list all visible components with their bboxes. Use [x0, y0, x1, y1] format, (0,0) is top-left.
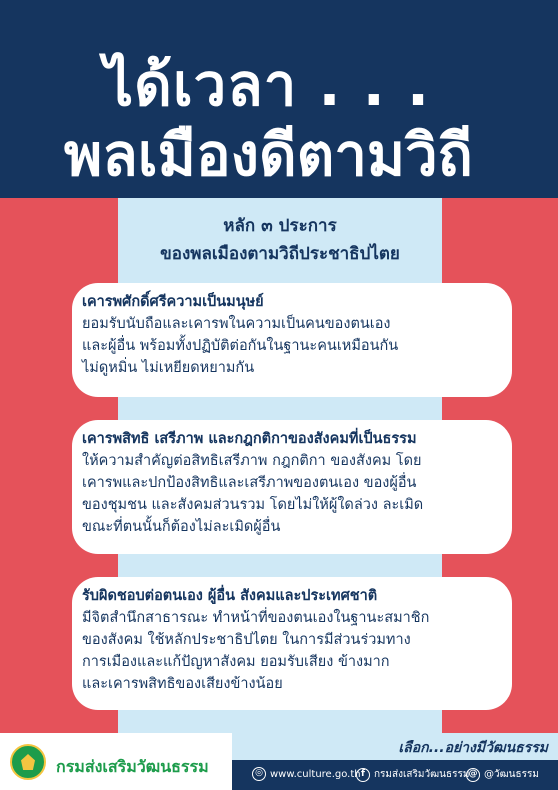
- at-icon: @: [466, 768, 480, 782]
- globe-icon: ◎: [252, 767, 266, 781]
- principle-1-body: ยอมรับนับถือและเคารพในความเป็นคนของตนเอง และผู้อื่น พร้อมทั้งปฏิบัติต่อกันในฐานะคนเหมือนกัน ไม่ดูหมิ่น ไม่เหยียดหยามกัน: [82, 316, 399, 376]
- principle-3-body: มีจิตสำนึกสาธารณะ ทำหน้าที่ของตนเองในฐานะสมาชิก ของสังคม ใช้หลักประชาธิปไตย ในการมีส่วนร่วมทาง การเมืองและแก้ปัญหาสังคม ยอมรับเสียง ข้างมาก และเคารพสิทธิของเสียงข้างน้อย: [82, 610, 430, 692]
- facebook-icon: f: [356, 768, 370, 782]
- title-line-1: ได้เวลา . . .: [104, 51, 431, 119]
- principle-2-heading: เคารพสิทธิ เสรีภาพ และกฎกติกาของสังคมที่เป็นธรรม: [82, 431, 417, 447]
- facebook-link[interactable]: [356, 767, 469, 782]
- website-text: www.culture.go.th: [270, 768, 361, 780]
- subtitle-line-2: ของพลเมืองตามวิถีประชาธิปไตย: [160, 244, 400, 264]
- principle-card-1: [72, 283, 512, 397]
- facebook-text: กรมส่งเสริมวัฒนธรรม: [374, 769, 470, 780]
- principle-2-body: ให้ความสำคัญต่อสิทธิเสรีภาพ กฎกติกา ของสังคม โดย เคารพและปกป้องสิทธิและเสรีภาพของตนเอง ของผู้อื่น ของชุมชน และสังคมส่วนรวม โดยไม่ให้ผู้ใดล่วง ละเมิด ขณะที่ตนนั้นก็ต้องไม่ละเมิดผู้อื่น: [82, 453, 424, 535]
- title-line-2: พลเมืองดีตามวิถี: [64, 121, 473, 189]
- principle-card-3: [72, 577, 512, 710]
- subtitle-line-1: หลัก ๓ ประการ: [223, 216, 337, 236]
- handle-text: @วัฒนธรรม: [484, 769, 539, 780]
- website-link[interactable]: [252, 767, 361, 781]
- org-name: กรมส่งเสริมวัฒนธรรม: [56, 757, 209, 776]
- ministry-seal-icon: [10, 744, 46, 780]
- subtitle: [118, 212, 442, 268]
- principle-card-2: [72, 420, 512, 554]
- slogan: เลือก...อย่างมีวัฒนธรรม: [398, 740, 548, 756]
- principle-3-heading: รับผิดชอบต่อตนเอง ผู้อื่น สังคมและประเทศชาติ: [82, 588, 378, 604]
- principle-1-heading: เคารพศักดิ์ศรีความเป็นมนุษย์: [82, 294, 264, 310]
- handle-link[interactable]: [466, 767, 539, 782]
